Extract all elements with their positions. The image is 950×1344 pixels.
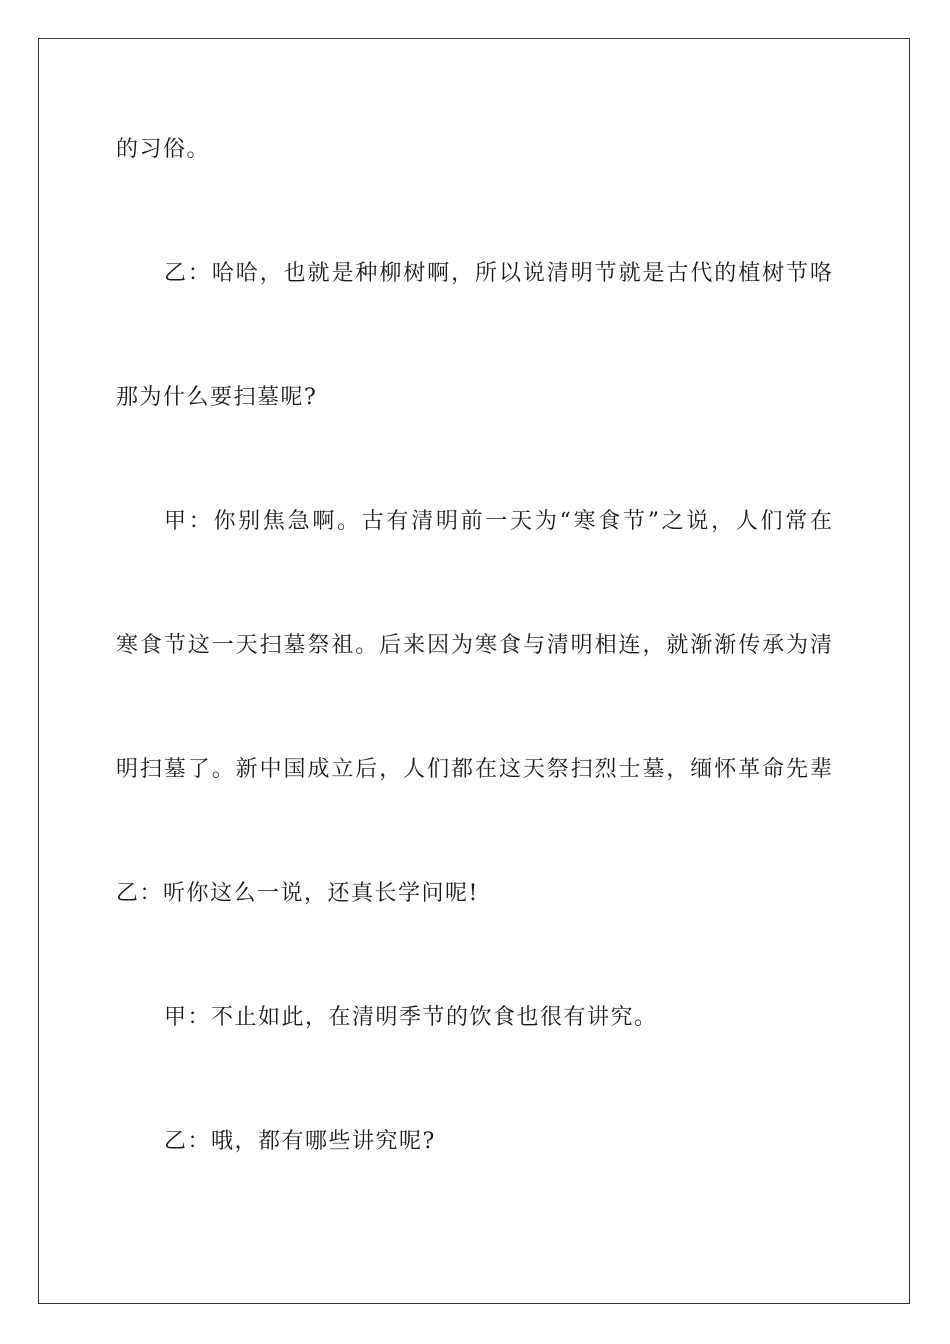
text-line-7: 乙：听你这么一说，还真长学问呢! (116, 881, 479, 906)
text-line-3: 那为什么要扫墓呢? (116, 385, 318, 410)
text-line-6: 明扫墓了。新中国成立后，人们都在这天祭扫烈士墓，缅怀革命先辈 (116, 757, 832, 782)
text-line-1: 的习俗。 (116, 137, 211, 162)
text-line-4: 甲：你别焦急啊。古有清明前一天为“寒食节”之说，人们常在 (164, 509, 832, 534)
text-line-8: 甲：不止如此，在清明季节的饮食也很有讲究。 (164, 1005, 658, 1030)
text-line-9: 乙：哦，都有哪些讲究呢? (164, 1129, 436, 1154)
text-line-2: 乙：哈哈，也就是种柳树啊，所以说清明节就是古代的植树节咯 (164, 261, 832, 286)
page-border (38, 38, 910, 1304)
text-line-5: 寒食节这一天扫墓祭祖。后来因为寒食与清明相连，就渐渐传承为清 (116, 633, 832, 658)
